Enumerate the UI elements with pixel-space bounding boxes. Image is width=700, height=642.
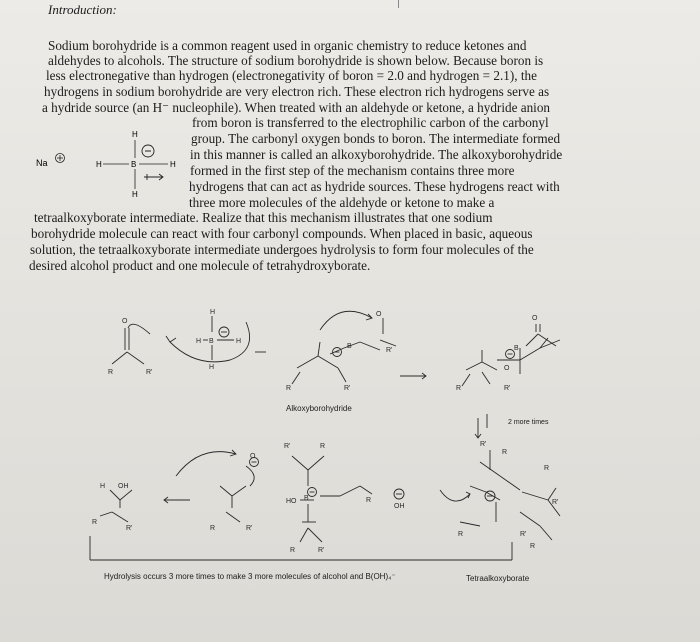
more-times-label: 2 more times bbox=[508, 419, 549, 426]
atom-label-r11: R bbox=[210, 525, 216, 532]
intro-line-5: a hydride source (an H⁻ nucleophile). When treated with an aldehyde or ketone, a hydride anion bbox=[42, 100, 551, 115]
atom-label-b4: B bbox=[304, 495, 309, 502]
atom-label-r3: R bbox=[456, 385, 462, 392]
wrap-line-4: formed in the first step of the mechanism contains three more bbox=[190, 163, 515, 178]
atom-label-h1: H bbox=[210, 309, 216, 316]
sodium-charge-icon bbox=[56, 154, 65, 163]
hydroxide-charge-icon bbox=[394, 489, 404, 499]
borohydride-in-scheme bbox=[203, 316, 234, 360]
atom-label-h4: H bbox=[209, 364, 215, 371]
atom-label-r10: R bbox=[290, 547, 296, 554]
intro-line-3: less electronegative than hydrogen (electronegativity of boron = 2.0 and hydrogen = 2.1), the bbox=[46, 68, 537, 83]
atom-label-rp2: R' bbox=[386, 347, 393, 354]
atom-label-b3: B bbox=[514, 345, 519, 352]
wrap-line-5: hydrogens that can act as hydride sources. These hydrogens react with bbox=[189, 179, 560, 194]
intro-line-1: Sodium borohydride is a common reagent used in organic chemistry to reduce ketones and bbox=[48, 38, 527, 53]
wrap-line-2: group. The carbonyl oxygen bonds to boron. The intermediate formed bbox=[191, 131, 561, 146]
atom-label-rp11: R' bbox=[126, 525, 133, 532]
atom-label-rp5: R' bbox=[480, 441, 487, 448]
atom-label-r6: R bbox=[458, 531, 464, 538]
alkoxyborohydride-label: Alkoxyborohydride bbox=[286, 404, 352, 413]
atom-label-h2: H bbox=[196, 338, 202, 345]
alkoxide-molecule bbox=[176, 450, 259, 522]
hydrolysis-caption: Hydrolysis occurs 3 more times to make 3 more molecules of alcohol and B(OH)₄⁻ bbox=[104, 572, 396, 581]
atom-label-o5: O bbox=[250, 453, 256, 460]
ketone-molecule-1 bbox=[112, 322, 250, 364]
atom-label-o1: O bbox=[122, 318, 128, 325]
atom-label-rp6: R' bbox=[552, 499, 559, 506]
page-edge-mark bbox=[398, 0, 399, 8]
atom-label-rp9: R' bbox=[318, 547, 325, 554]
atom-label-oh: OH bbox=[118, 483, 129, 490]
wrap-line-6: three more molecules of the aldehyde or ketone to make a bbox=[189, 195, 495, 210]
tail-line-3: solution, the tetraalkoxyborate intermediate undergoes hydrolysis to form four molecules of the bbox=[30, 242, 534, 257]
tail-line-4: desired alcohol product and one molecule of tetrahydroxyborate. bbox=[29, 258, 371, 273]
atom-label-r2: R bbox=[286, 385, 292, 392]
atom-label-o4: O bbox=[532, 315, 538, 322]
atom-label-h5: H bbox=[100, 483, 106, 490]
atom-label-rp4: R' bbox=[504, 385, 511, 392]
atom-label-h3: H bbox=[236, 338, 242, 345]
hydroxide-label: OH bbox=[394, 503, 405, 510]
boron-charge-icon bbox=[142, 145, 154, 157]
atom-label-ho: HO bbox=[286, 498, 297, 505]
intro-line-4: hydrogens in sodium borohydride are very electron rich. These electron rich hydrogens serve as bbox=[44, 84, 550, 99]
atom-label-r8: R bbox=[320, 443, 326, 450]
intro-line-2: aldehydes to alcohols. The structure of sodium borohydride is shown below. Because boron is bbox=[48, 53, 544, 68]
atom-label-rp7: R' bbox=[520, 531, 527, 538]
atom-label-rp1: R' bbox=[146, 369, 153, 376]
intro-heading: Introduction: bbox=[48, 2, 117, 17]
bottom-h-label: H bbox=[132, 190, 138, 199]
reduction-mechanism-scheme bbox=[0, 290, 700, 590]
top-h-label: H bbox=[132, 130, 138, 139]
tail-line-2: borohydride molecule can react with four carbonyl compounds. When placed in basic, aqueous bbox=[31, 226, 533, 241]
left-h-label: H bbox=[96, 160, 102, 169]
atom-label-r12: R bbox=[92, 519, 98, 526]
tetraalkoxyborate-molecule bbox=[440, 450, 560, 540]
atom-label-b1: B bbox=[209, 338, 214, 345]
atom-label-r4: R bbox=[502, 449, 508, 456]
atom-label-r7: R bbox=[530, 543, 536, 550]
atom-label-b2: B bbox=[347, 343, 352, 350]
atom-label-rp8: R' bbox=[284, 443, 291, 450]
atom-label-r1: R bbox=[108, 369, 114, 376]
atom-label-rp10: R' bbox=[246, 525, 253, 532]
sodium-borohydride-structure bbox=[36, 118, 186, 208]
alcohol-molecule bbox=[100, 490, 132, 522]
tail-line-1: tetraalkoxyborate intermediate. Realize that this mechanism illustrates that one sodium bbox=[34, 210, 493, 225]
transition-structure bbox=[292, 311, 396, 384]
right-h-label: H bbox=[170, 160, 176, 169]
alkoxyborohydride-molecule bbox=[462, 338, 560, 386]
atom-label-rp3: R' bbox=[344, 385, 351, 392]
sodium-label: Na bbox=[36, 158, 48, 168]
ketone-molecule-2 bbox=[526, 324, 556, 346]
atom-label-r9: R bbox=[366, 497, 372, 504]
wrap-line-1: from boron is transferred to the electrophilic carbon of the carbonyl bbox=[192, 115, 549, 130]
tetraalkoxyborate-label: Tetraalkoxyborate bbox=[466, 574, 530, 583]
atom-label-o2: O bbox=[376, 311, 382, 318]
atom-label-o3: O bbox=[504, 365, 510, 372]
boron-label: B bbox=[131, 160, 137, 169]
wrap-line-3: in this manner is called an alkoxyborohydride. The alkoxyborohydride bbox=[190, 147, 563, 162]
dipole-arrow-icon bbox=[144, 174, 163, 180]
atom-label-r5: R bbox=[544, 465, 550, 472]
